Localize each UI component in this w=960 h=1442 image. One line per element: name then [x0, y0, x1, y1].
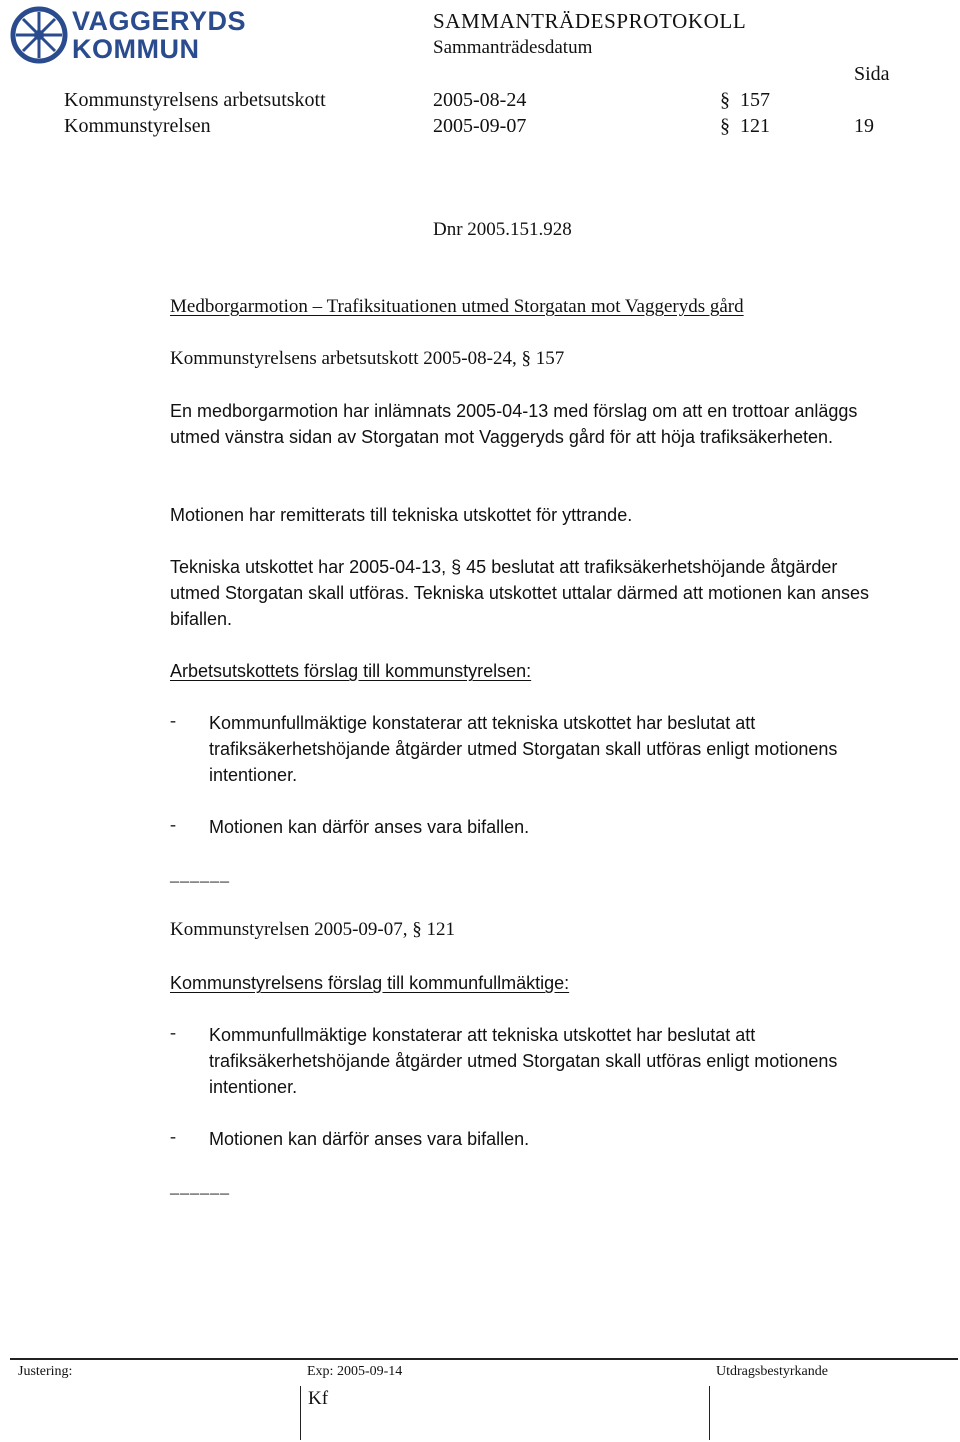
separator-line: ______	[170, 864, 230, 884]
list-item: Kommunfullmäktige konstaterar att tekniska utskottet har beslutat att trafiksäkerhetshöjande åtgärder utmed Storgatan skall utföras enligt motionens intentioner.	[209, 713, 838, 785]
header-body-name: Kommunstyrelsen	[64, 115, 211, 137]
paragraph-remiss: Motionen har remitterats till tekniska utskottet för yttrande.	[170, 505, 633, 525]
footer-exp-date: Exp: 2005-09-14	[307, 1364, 403, 1379]
list-item: Motionen kan därför anses vara bifallen.	[209, 1129, 530, 1149]
page-number: 19	[854, 115, 874, 137]
ks-proposal-heading: Kommunstyrelsens förslag till kommunfullmäktige:	[170, 973, 570, 993]
logo-line-2: KOMMUN	[72, 34, 200, 64]
wheel-emblem-icon	[10, 6, 68, 64]
ks-reference: Kommunstyrelsen 2005-09-07, § 121	[170, 919, 455, 940]
footer-divider	[709, 1386, 710, 1440]
header-section-number: 157	[740, 89, 770, 111]
footer-divider	[300, 1386, 301, 1440]
list-dash: -	[170, 1022, 176, 1042]
footer-justering: Justering:	[18, 1364, 73, 1379]
separator-line: ______	[170, 1176, 230, 1196]
section-sign: §	[720, 89, 730, 111]
diary-number: Dnr 2005.151.928	[433, 219, 572, 240]
header-date: 2005-09-07	[433, 115, 527, 137]
header-date: 2005-08-24	[433, 89, 527, 111]
list-item: Motionen kan därför anses vara bifallen.	[209, 817, 530, 837]
footer-rule	[10, 1358, 958, 1360]
paragraph-motion: En medborgarmotion har inlämnats 2005-04-13 med förslag om att en trottoar anläggs utmed vänstra sidan av Storgatan mot Vaggeryds gård för att höja trafiksäkerheten.	[170, 401, 858, 447]
au-proposal-heading: Arbetsutskottets förslag till kommunstyrelsen:	[170, 661, 532, 681]
list-dash: -	[170, 1126, 176, 1146]
footer-kf: Kf	[308, 1388, 329, 1409]
section-sign: §	[720, 115, 730, 137]
header-body-name: Kommunstyrelsens arbetsutskott	[64, 89, 326, 111]
page-label: Sida	[854, 63, 890, 85]
footer-utdrag: Utdragsbestyrkande	[716, 1364, 828, 1379]
paragraph-technical-committee: Tekniska utskottet har 2005-04-13, § 45 beslutat att trafiksäkerhetshöjande åtgärder utmed Storgatan skall utföras. Tekniska utskottet uttalar därmed att motionen kan anses bifallen.	[170, 557, 870, 629]
au-reference: Kommunstyrelsens arbetsutskott 2005-08-24, § 157	[170, 348, 565, 369]
meeting-date-label: Sammanträdesdatum	[433, 37, 593, 58]
list-item: Kommunfullmäktige konstaterar att tekniska utskottet har beslutat att trafiksäkerhetshöjande åtgärder utmed Storgatan skall utföras enligt motionens intentioner.	[209, 1025, 838, 1097]
municipality-logo	[10, 6, 247, 66]
header-section-number: 121	[740, 115, 770, 137]
page-title: Medborgarmotion – Trafiksituationen utmed Storgatan mot Vaggeryds gård	[170, 296, 744, 317]
document-type: SAMMANTRÄDESPROTOKOLL	[433, 9, 747, 33]
logo-line-1: VAGGERYDS	[72, 6, 247, 36]
list-dash: -	[170, 814, 176, 834]
list-dash: -	[170, 710, 176, 730]
